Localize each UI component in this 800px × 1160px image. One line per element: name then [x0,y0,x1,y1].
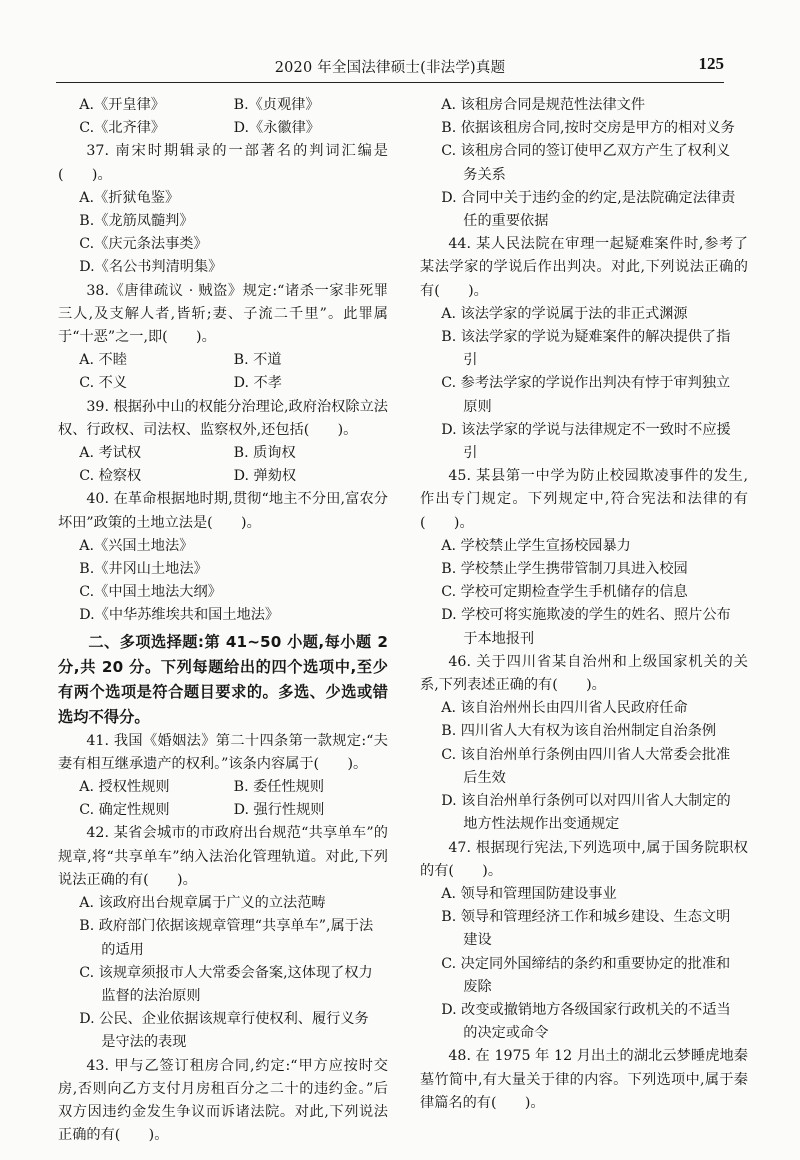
q39-option-b: B. 质询权 [233,445,296,462]
q47-option-a: A. 领导和管理国防建设事业 [441,885,617,902]
page-header [56,52,724,83]
q43-option-a: A. 该租房合同是规范性法律文件 [441,97,646,113]
q47-stem: 47. 根据现行宪法,下列选项中,属于国务院职权的有( )。 [420,839,748,879]
q40-option-c: C.《中国土地法大纲》 [79,584,222,601]
q36-option-c: C.《北齐律》 [79,120,166,137]
left-column [58,94,388,1147]
q39-stem: 39. 根据孙中山的权能分治理论,政府治权除立法权、行政权、司法权、监察权外,还包括( )。 [58,398,388,438]
q41-option-d: D. 强行性规则 [233,802,325,819]
q40-option-d: D.《中华苏维埃共和国土地法》 [79,607,280,624]
q44-option-a: A. 该法学家的学说属于法的非正式渊源 [441,305,688,322]
q45-option-b: B. 学校禁止学生携带管制刀具进入校园 [441,561,688,578]
q43-option-d: D. 合同中关于违约金的约定,是法院确定法律责任的重要依据 [441,189,736,230]
q42-option-b: B. 政府部门依据该规章管理“共享单车”,属于法的适用 [79,918,374,958]
section-heading-multiple-choice: 二、多项选择题:第 41~50 小题,每小题 2 分,共 20 分。下列每题给出的四个选项中,至少有两个选项是符合题目要求的。多选、少选或错选均不得分。 [58,632,388,726]
q38-options-row-1 [58,349,388,372]
q45-option-d: D. 学校可将实施欺凌的学生的姓名、照片公布于本地报刊 [441,607,731,647]
q37-option-d: D.《名公书判清明集》 [79,259,223,276]
running-title: 2020 年全国法律硕士(非法学)真题 [274,60,506,76]
q39-option-a: A. 考试权 [79,445,142,462]
q40-option-a: A.《兴国土地法》 [79,537,194,554]
q42-option-a: A. 该政府出台规章属于广义的立法范畴 [79,895,326,912]
q44-option-c: C. 参考法学家的学说作出判决有悖于审判独立原则 [441,375,731,415]
q48-stem: 48. 在 1975 年 12 月出土的湖北云梦睡虎地秦墓竹简中,有大量关于律的内容。下列选项中,属于秦律篇名的有( )。 [420,1048,748,1111]
q46-option-b: B. 四川省人大有权为该自治州制定自治条例 [441,723,717,740]
q41-option-b: B. 委任性规则 [233,779,325,796]
q41-stem: 41. 我国《婚姻法》第二十四条第一款规定:“夫妻有相互继承遗产的权利。”该条内容属于( )。 [58,732,388,772]
q42-option-d: D. 公民、企业依据该规章行使权利、履行义务是守法的表现 [79,1011,369,1051]
q36-option-d: D.《永徽律》 [233,120,320,137]
q47-option-b: B. 领导和管理经济工作和城乡建设、生态文明建设 [441,909,731,949]
q37-option-c: C.《庆元条法事类》 [79,236,208,253]
q39-options-row-1 [58,442,388,465]
q42-option-c: C. 该规章须报市人大常委会备案,这体现了权力监督的法治原则 [79,964,373,1004]
q41-options-row-1 [58,776,388,799]
q39-option-d: D. 弹劾权 [233,468,297,485]
q45-option-c: C. 学校可定期检查学生手机储存的信息 [441,584,688,601]
q44-option-b: B. 该法学家的学说为疑难案件的解决提供了指引 [441,329,731,369]
q44-option-d: D. 该法学家的学说与法律规定不一致时不应援引 [441,421,731,462]
q46-option-d: D. 该自治州单行条例可以对四川省人大制定的地方性法规作出变通规定 [441,793,731,833]
q40-stem: 40. 在革命根据地时期,贯彻“地主不分田,富农分坏田”政策的土地立法是( )。 [58,491,388,531]
q46-option-a: A. 该自治州州长由四川省人民政府任命 [441,700,688,717]
q38-option-b: B. 不道 [233,352,282,369]
q43-option-c: C. 该租房合同的签订使甲乙双方产生了权利义务关系 [441,143,731,183]
right-column [420,94,748,1115]
q37-stem: 37. 南宋时期辑录的一部著名的判词汇编是( )。 [58,143,388,183]
q36-option-b: B.《贞观律》 [233,97,320,113]
q47-option-c: C. 决定同外国缔结的条约和重要协定的批准和废除 [441,955,731,995]
q37-option-b: B.《龙筋凤髓判》 [79,213,194,230]
q36-options-row-1 [58,94,388,117]
q39-option-c: C. 检察权 [79,468,142,485]
q40-option-b: B.《井冈山土地法》 [79,561,208,578]
q36-option-a: A.《开皇律》 [79,97,165,113]
q38-option-d: D. 不孝 [233,375,282,392]
q41-option-a: A. 授权性规则 [79,779,170,796]
q37-option-a: A.《折狱龟鉴》 [79,189,180,206]
q46-stem: 46. 关于四川省某自治州和上级国家机关的关系,下列表述正确的有( )。 [420,653,748,694]
page-number: 125 [698,54,724,73]
q47-option-d: D. 改变或撤销地方各级国家行政机关的不适当的决定或命令 [441,1001,731,1042]
q41-option-c: C. 确定性规则 [79,802,170,819]
q45-stem: 45. 某县第一中学为防止校园欺凌事件的发生,作出专门规定。下列规定中,符合宪法和法律的有( )。 [420,468,748,531]
q36-options-row-2 [58,117,388,140]
q38-options-row-2 [58,372,388,395]
q38-stem: 38.《唐律疏议 · 贼盗》规定:“诸杀一家非死罪三人,及支解人者,皆斩;妻、子流二千里”。此罪属于“十恶”之一,即( )。 [58,282,388,346]
q43-stem: 43. 甲与乙签订租房合同,约定:“甲方应按时交房,否则向乙方支付月房租百分之二十的违约金。”后双方因违约金发生争议而诉诸法院。对此,下列说法正确的有( )。 [58,1057,388,1144]
q42-stem: 42. 某省会城市的市政府出台规范“共享单车”的规章,将“共享单车”纳入法治化管理轨道。对此,下列说法正确的有( )。 [58,825,388,888]
q45-option-a: A. 学校禁止学生宣扬校园暴力 [441,537,631,554]
q38-option-c: C. 不义 [79,375,128,392]
q46-option-c: C. 该自治州单行条例由四川省人大常委会批准后生效 [441,746,731,786]
q44-stem: 44. 某人民法院在审理一起疑难案件时,参考了某法学家的学说后作出判决。对此,下列说法正确的有( )。 [420,236,748,299]
q43-option-b: B. 依据该租房合同,按时交房是甲方的相对义务 [441,120,735,137]
q39-options-row-2 [58,465,388,488]
q38-option-a: A. 不睦 [79,352,127,369]
q41-options-row-2 [58,799,388,822]
